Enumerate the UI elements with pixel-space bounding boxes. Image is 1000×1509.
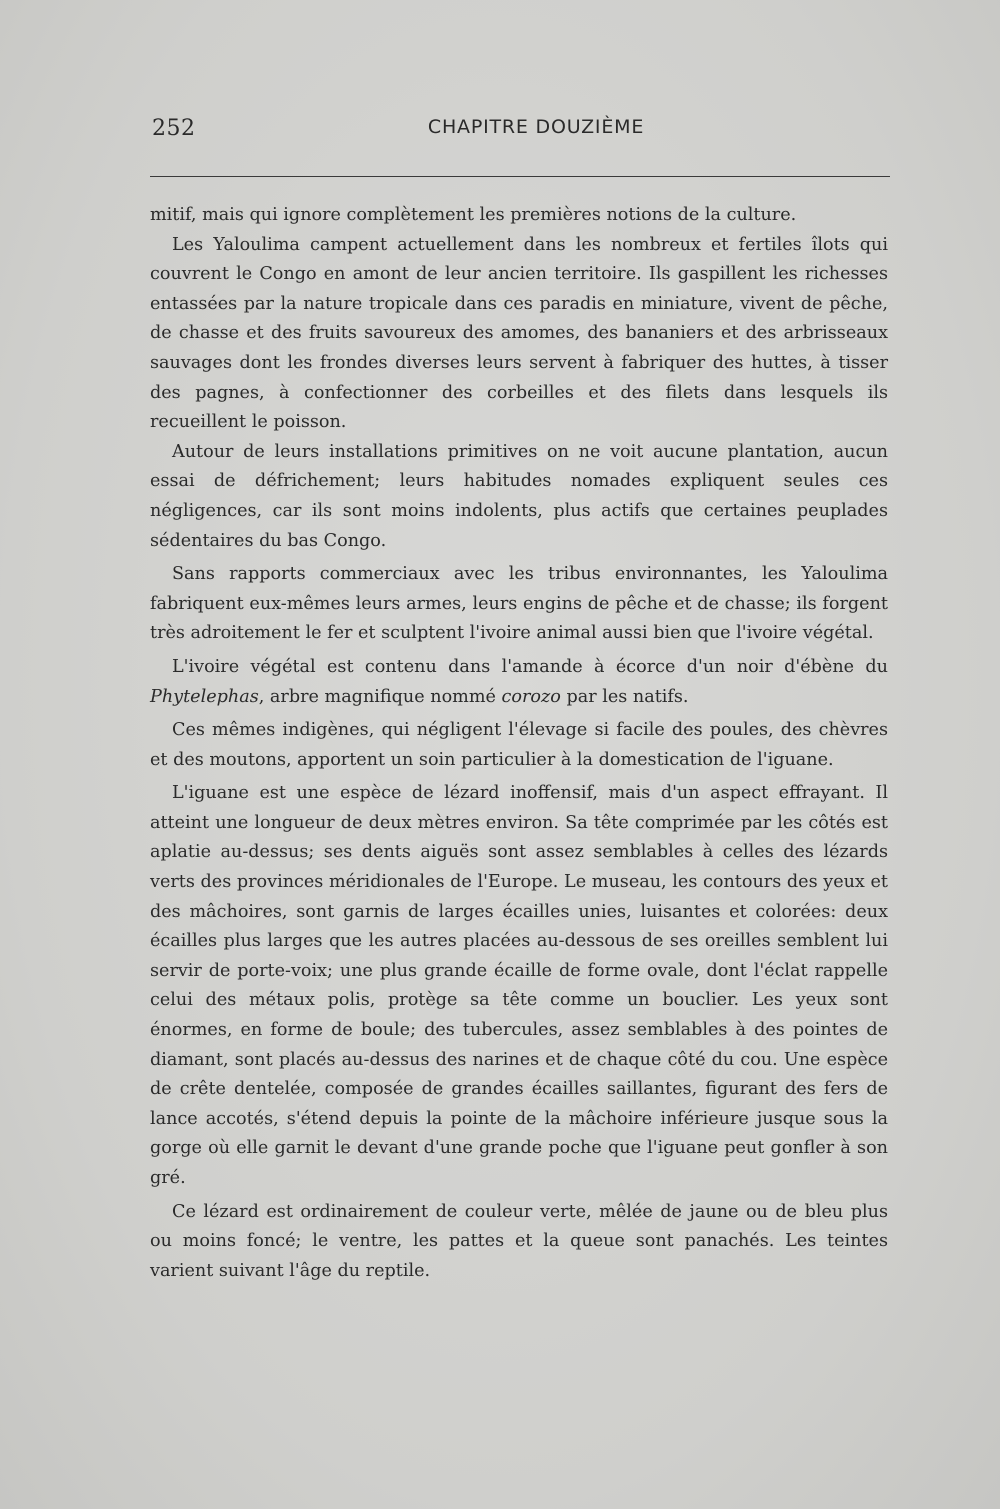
paragraph-1: mitif, mais qui ignore complètement les premières notions de la culture. [150, 205, 797, 225]
chapter-title: CHAPITRE DOUZIÈME [427, 116, 645, 138]
paragraph-5 [150, 653, 888, 712]
paragraph-4: Sans rapports commerciaux avec les tribus environnantes, les Yaloulima fabriquent eux-mêmes leurs armes, leurs engins de pêche et de chasse; ils forgent très adroitement le fer et sculptent l'ivoire animal aussi bien que l'ivoire végétal. [150, 564, 888, 644]
paragraph-5-end: par les natifs. [566, 686, 689, 707]
running-head [152, 116, 890, 146]
paragraph-5-start: L'ivoire végétal est contenu dans l'amande à écorce d'un noir d'ébène du [172, 656, 888, 677]
body-text [150, 201, 888, 1286]
paragraph-7: L'iguane est une espèce de lézard inoffensif, mais d'un aspect effrayant. Il atteint une longueur de deux mètres environ. Sa tête comprimée par les côtés est aplatie au-dessus; ses dents aiguës sont assez semblables à celles des lézards verts des provinces méridionales de l'Europe. Le museau, les contours des yeux et des mâchoires, sont garnis de larges écailles unies, luisantes et colorées: deux écailles plus larges que les autres placées au-dessous de ses oreilles semblent lui servir de porte-voix; une plus grande écaille de forme ovale, dont l'éclat rappelle celui des métaux polis, protège sa tête comme un bouclier. Les yeux sont énormes, en forme de boule; des tubercules, assez semblables à des pointes de diamant, sont placés au-dessus des narines et de chaque côté du cou. Une espèce de crête dentelée, composée de grandes écailles saillantes, figurant des fers de lance accotés, s'étend depuis la pointe de la mâchoire inférieure jusque sous la gorge où elle garnit le devant d'une grande poche que l'iguane peut gonfler à son gré. [150, 783, 888, 1188]
paragraph-5-middle: , arbre magnifique nommé [258, 686, 496, 707]
paragraph-2: Les Yaloulima campent actuellement dans les nombreux et fertiles îlots qui couvrent le Congo en amont de leur ancien territoire. Ils gaspillent les richesses entassées par la nature tropicale dans ces paradis en miniature, vivent de pêche, de chasse et des fruits savoureux des amomes, des bananiers et des arbrisseaux sauvages dont les frondes diverses leurs servent à fabriquer des huttes, à tisser des pagnes, à confectionner des corbeilles et des filets dans lesquels ils recueillent le poisson. [150, 234, 888, 433]
paragraph-5-italic-phytelephas: Phytelephas [150, 686, 259, 707]
paragraph-8: Ce lézard est ordinairement de couleur verte, mêlée de jaune ou de bleu plus ou moins foncé; le ventre, les pattes et la queue sont panachés. Les teintes varient suivant l'âge du reptile. [150, 1201, 888, 1281]
paragraph-5-italic-corozo: corozo [501, 686, 561, 707]
header-rule [150, 176, 890, 177]
paragraph-3: Autour de leurs installations primitives on ne voit aucune plantation, aucun essai de défrichement; leurs habitudes nomades expliquent seules ces négligences, car ils sont moins indolents, plus actifs que certaines peuplades sédentaires du bas Congo. [150, 441, 888, 551]
page-number: 252 [152, 116, 196, 141]
paragraph-6: Ces mêmes indigènes, qui négligent l'élevage si facile des poules, des chèvres et des moutons, apportent un soin particulier à la domestication de l'iguane. [150, 720, 888, 770]
